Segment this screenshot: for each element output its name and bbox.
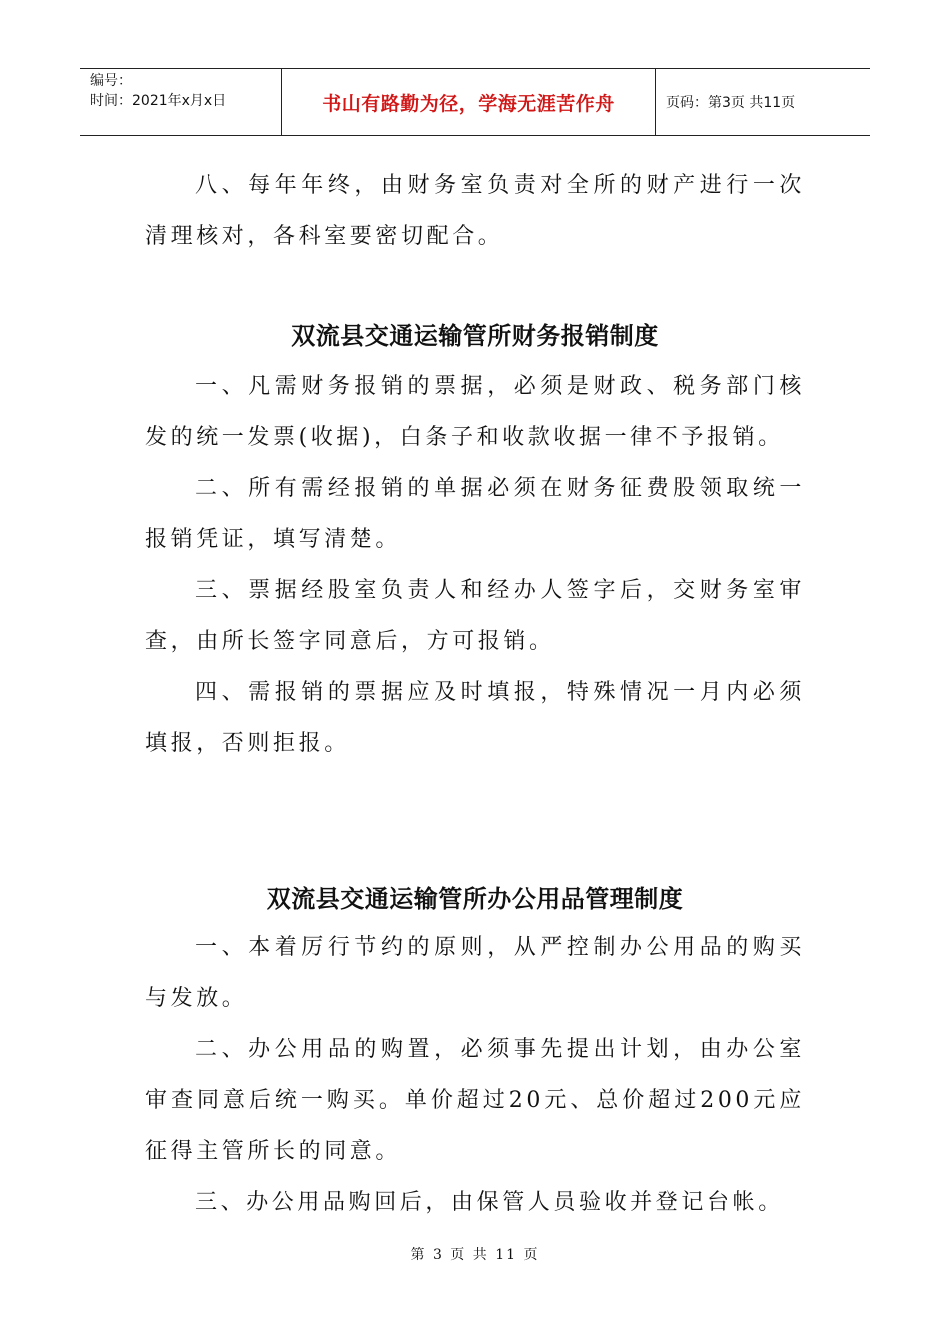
page-header: [80, 68, 870, 136]
section-title-office-supplies: 双流县交通运输管所办公用品管理制度: [266, 885, 684, 913]
section2-paragraph-2: 二、办公用品的购置，必须事先提出计划，由办公室审查同意后统一购买。单价超过20元、总价超过200元应征得主管所长的同意。: [145, 1037, 805, 1164]
header-page-code: 页码：第3页 共11页: [666, 95, 796, 111]
section2-paragraph-3: 三、办公用品购回后，由保管人员验收并登记台帐。: [195, 1190, 784, 1215]
section1-paragraph-2: 二、所有需经报销的单据必须在财务征费股领取统一报销凭证，填写清楚。: [145, 476, 805, 552]
header-meta-cell: [80, 69, 282, 135]
section1-paragraph-4: 四、需报销的票据应及时填报，特殊情况一月内必须填报，否则拒报。: [145, 680, 805, 756]
section1-paragraph-1: 一、凡需财务报销的票据，必须是财政、税务部门核发的统一发票(收据)，白条子和收款收据一律不予报销。: [145, 374, 805, 450]
section-title-finance-reimbursement: 双流县交通运输管所财务报销制度: [291, 322, 659, 350]
section1-paragraph-3: 三、票据经股室负责人和经办人签字后，交财务室审查，由所长签字同意后，方可报销。: [145, 578, 805, 654]
section2-paragraph-1: 一、本着厉行节约的原则，从严控制办公用品的购买与发放。: [145, 935, 805, 1011]
header-number-label: 编号：: [90, 73, 132, 89]
intro-paragraph: 八、每年年终，由财务室负责对全所的财产进行一次清理核对，各科室要密切配合。: [145, 173, 805, 249]
document-body: [145, 160, 805, 1228]
header-time-label: 时间：2021年x月x日: [90, 93, 227, 109]
header-motto: 书山有路勤为径，学海无涯苦作舟: [322, 92, 615, 115]
header-motto-cell: [282, 69, 656, 135]
page-footer: 第 3 页 共 11 页: [410, 1247, 540, 1263]
header-page-cell: [656, 69, 870, 135]
